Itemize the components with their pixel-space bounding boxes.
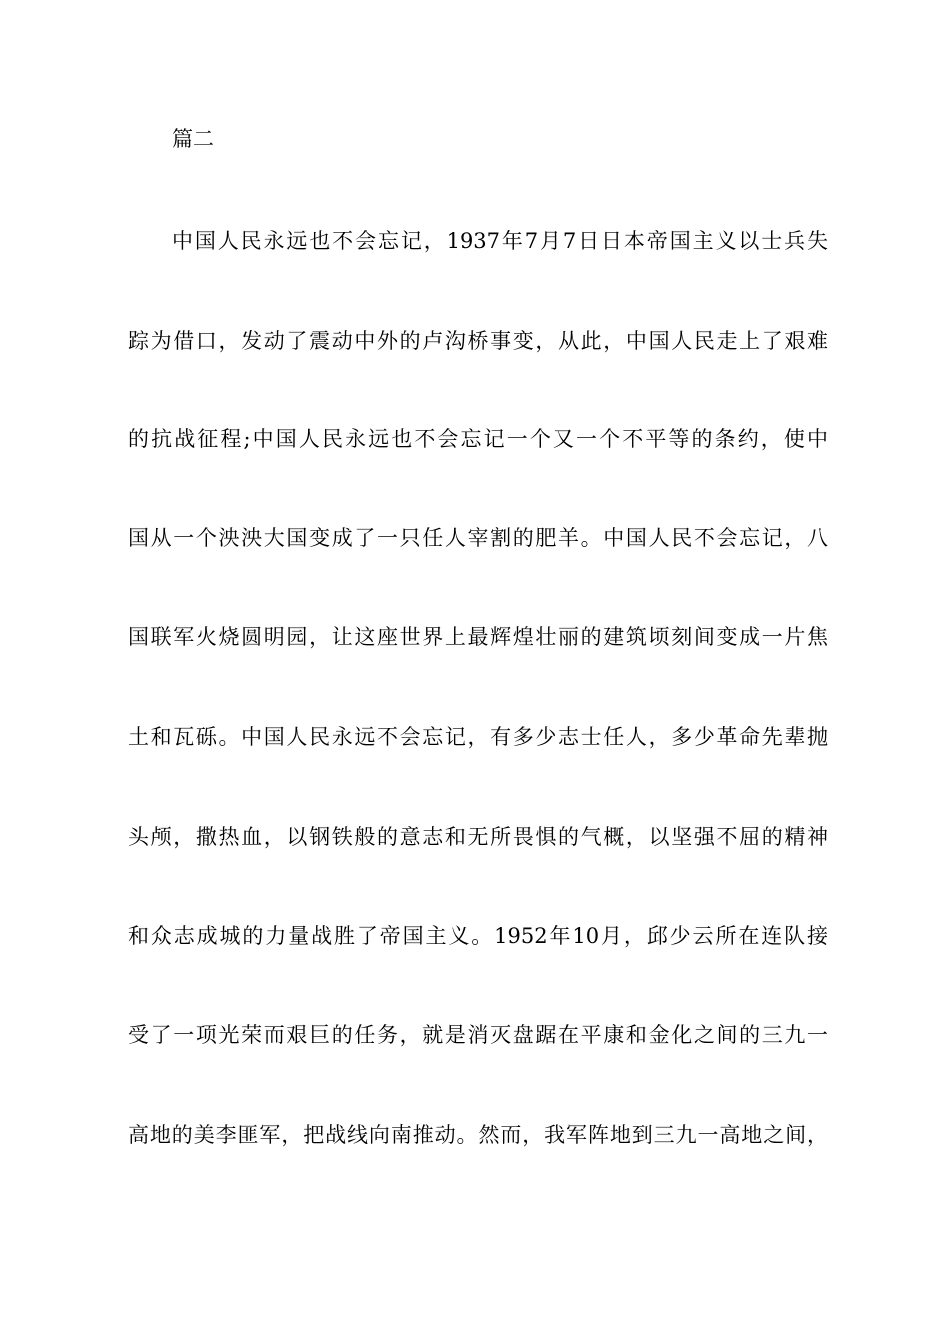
paragraph-line: 土和瓦砾。中国人民永远不会忘记，有多少志士任人，多少革命先辈抛 <box>128 725 828 749</box>
paragraph-line: 头颅，撒热血，以钢铁般的意志和无所畏惧的气概，以坚强不屈的精神 <box>128 825 828 849</box>
paragraph-line: 和众志成城的力量战胜了帝国主义。1952年10月，邱少云所在连队接 <box>128 924 828 948</box>
paragraph-line: 高地的美李匪军，把战线向南推动。然而，我军阵地到三九一高地之间， <box>128 1123 828 1147</box>
paragraph-line: 踪为借口，发动了震动中外的卢沟桥事变，从此，中国人民走上了艰难 <box>128 329 828 353</box>
section-heading: 篇二 <box>172 127 214 151</box>
paragraph-line: 中国人民永远也不会忘记，1937年7月7日日本帝国主义以士兵失 <box>172 229 828 253</box>
paragraph-line: 的抗战征程;中国人民永远也不会忘记一个又一个不平等的条约，使中 <box>128 427 828 451</box>
paragraph-line: 国联军火烧圆明园，让这座世界上最辉煌壮丽的建筑顷刻间变成一片焦 <box>128 625 828 649</box>
paragraph-line: 国从一个泱泱大国变成了一只任人宰割的肥羊。中国人民不会忘记，八 <box>128 526 828 550</box>
paragraph-line: 受了一项光荣而艰巨的任务，就是消灭盘踞在平康和金化之间的三九一 <box>128 1023 828 1047</box>
